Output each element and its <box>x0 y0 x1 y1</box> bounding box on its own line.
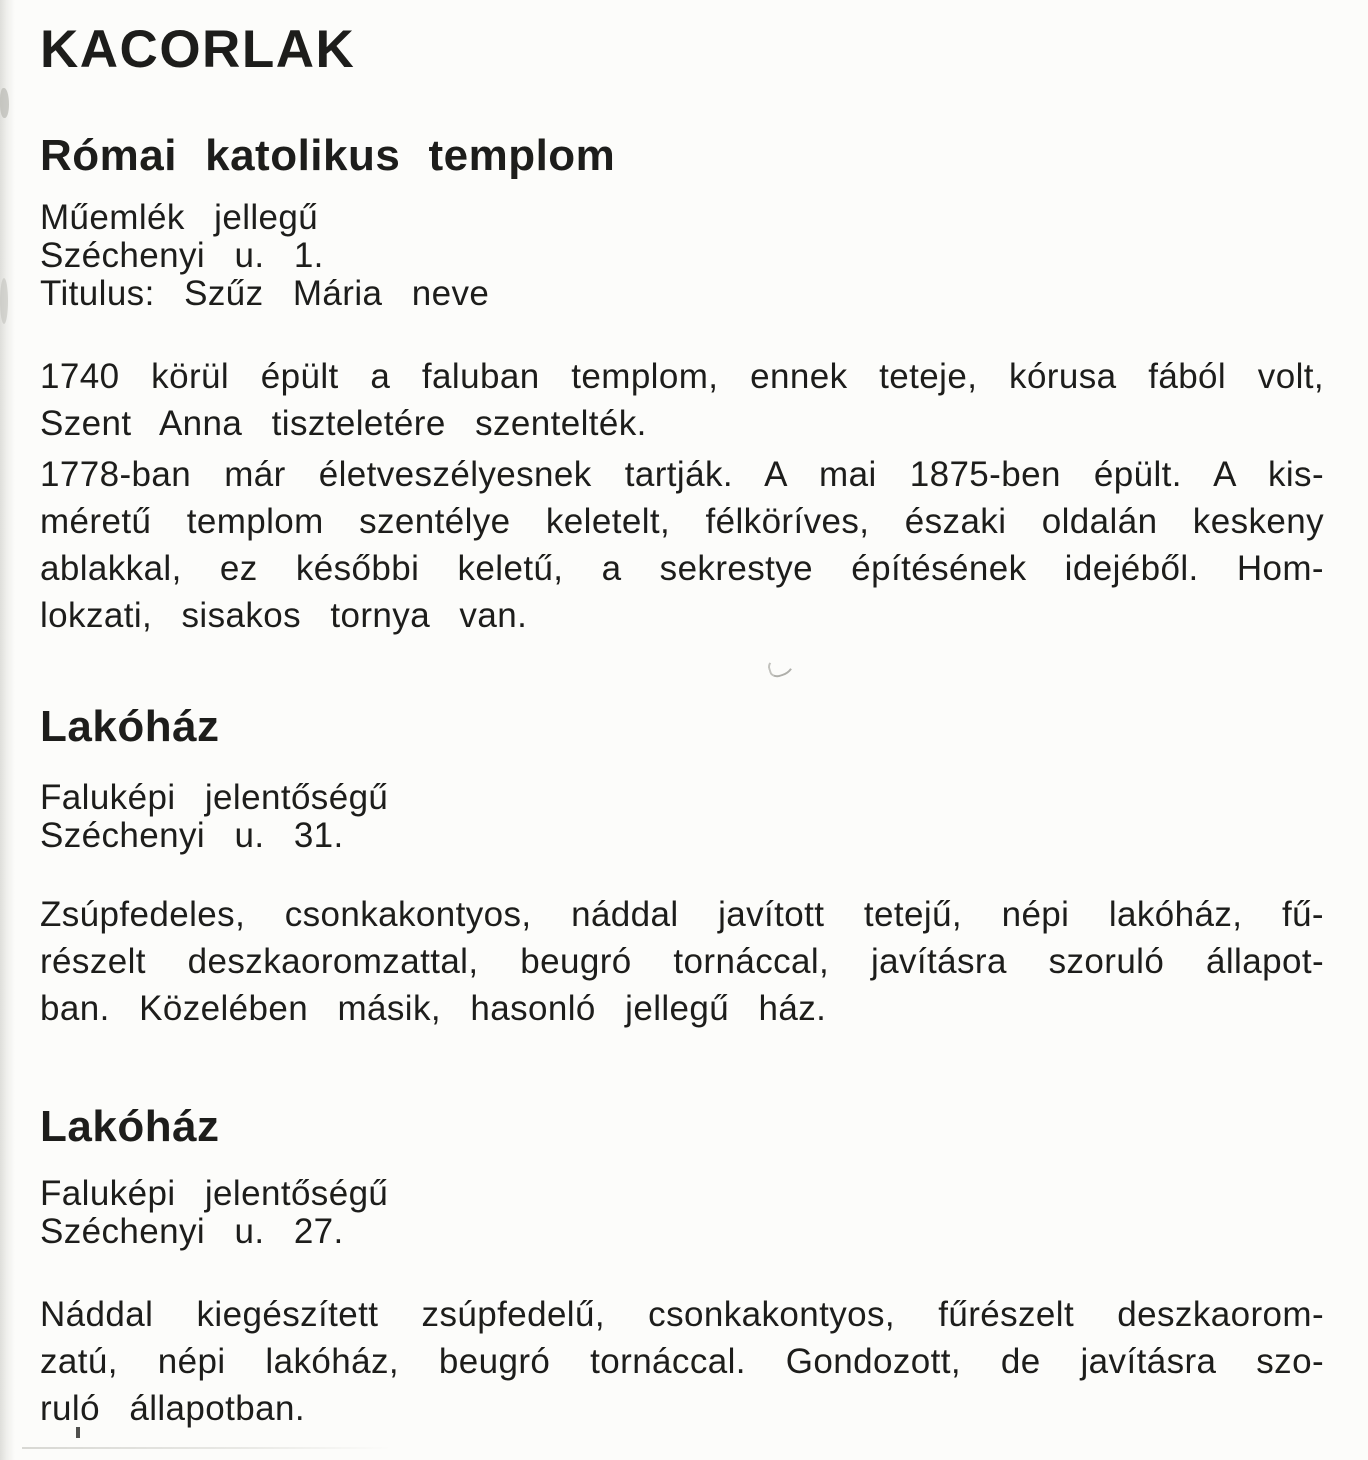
scan-artifact-line <box>22 1447 392 1449</box>
body-line: ban. Közelében másik, hasonló jellegű ház. <box>40 989 827 1028</box>
body-line: Szent Anna tiszteletére szentelték. <box>40 404 647 443</box>
body-line: Zsúpfedeles, csonkakontyos, náddal javított tetejű, népi lakóház, fű- <box>40 895 1324 934</box>
scan-artifact-blob <box>0 88 9 118</box>
body-line: zatú, népi lakóház, beugró tornáccal. Gondozott, de javításra szo- <box>40 1342 1324 1381</box>
section-meta-dwelling-31 <box>40 779 388 855</box>
section-heading-church: Római katolikus templom <box>40 131 616 180</box>
section-heading-dwelling-31: Lakóház <box>40 702 220 751</box>
meta-line-titulus: Titulus: Szűz Mária neve <box>40 274 490 313</box>
meta-line-protection-status: Műemlék jellegű <box>40 198 319 237</box>
body-line: ablakkal, ez későbbi keletű, a sekrestye építésének idejéből. Hom- <box>40 549 1324 588</box>
paragraph-dwelling-27 <box>40 1291 1324 1432</box>
meta-line-address: Széchenyi u. 27. <box>40 1212 344 1251</box>
paragraph-church-history-1 <box>40 353 1324 447</box>
meta-line-protection-status: Faluképi jelentőségű <box>40 1174 389 1213</box>
section-meta-church <box>40 199 489 313</box>
meta-line-address: Széchenyi u. 1. <box>40 236 324 275</box>
body-line: 1740 körül épült a faluban templom, ennek teteje, kórusa fából volt, <box>40 357 1324 396</box>
body-line: méretű templom szentélye keletelt, félköríves, északi oldalán keskeny <box>40 502 1324 541</box>
paragraph-church-history-2 <box>40 451 1324 639</box>
body-line: részelt deszkaoromzattal, beugró tornáccal, javításra szoruló állapot- <box>40 942 1324 981</box>
section-meta-dwelling-27 <box>40 1175 388 1251</box>
scan-artifact-curl <box>766 652 797 679</box>
body-line: 1778-ban már életveszélyesnek tartják. A mai 1875-ben épült. A kis- <box>40 455 1324 494</box>
scan-artifact-blob <box>0 278 8 324</box>
meta-line-address: Széchenyi u. 31. <box>40 816 344 855</box>
meta-line-protection-status: Faluképi jelentőségű <box>40 778 389 817</box>
body-line: Náddal kiegészített zsúpfedelű, csonkakontyos, fűrészelt deszkaorom- <box>40 1295 1324 1334</box>
page-title: KACORLAK <box>40 20 356 79</box>
body-line: lokzati, sisakos tornya van. <box>40 596 528 635</box>
section-heading-dwelling-27: Lakóház <box>40 1102 220 1151</box>
paragraph-dwelling-31 <box>40 891 1324 1032</box>
body-line: ruló állapotban. <box>40 1389 305 1428</box>
scan-edge-shadow <box>0 0 15 1460</box>
